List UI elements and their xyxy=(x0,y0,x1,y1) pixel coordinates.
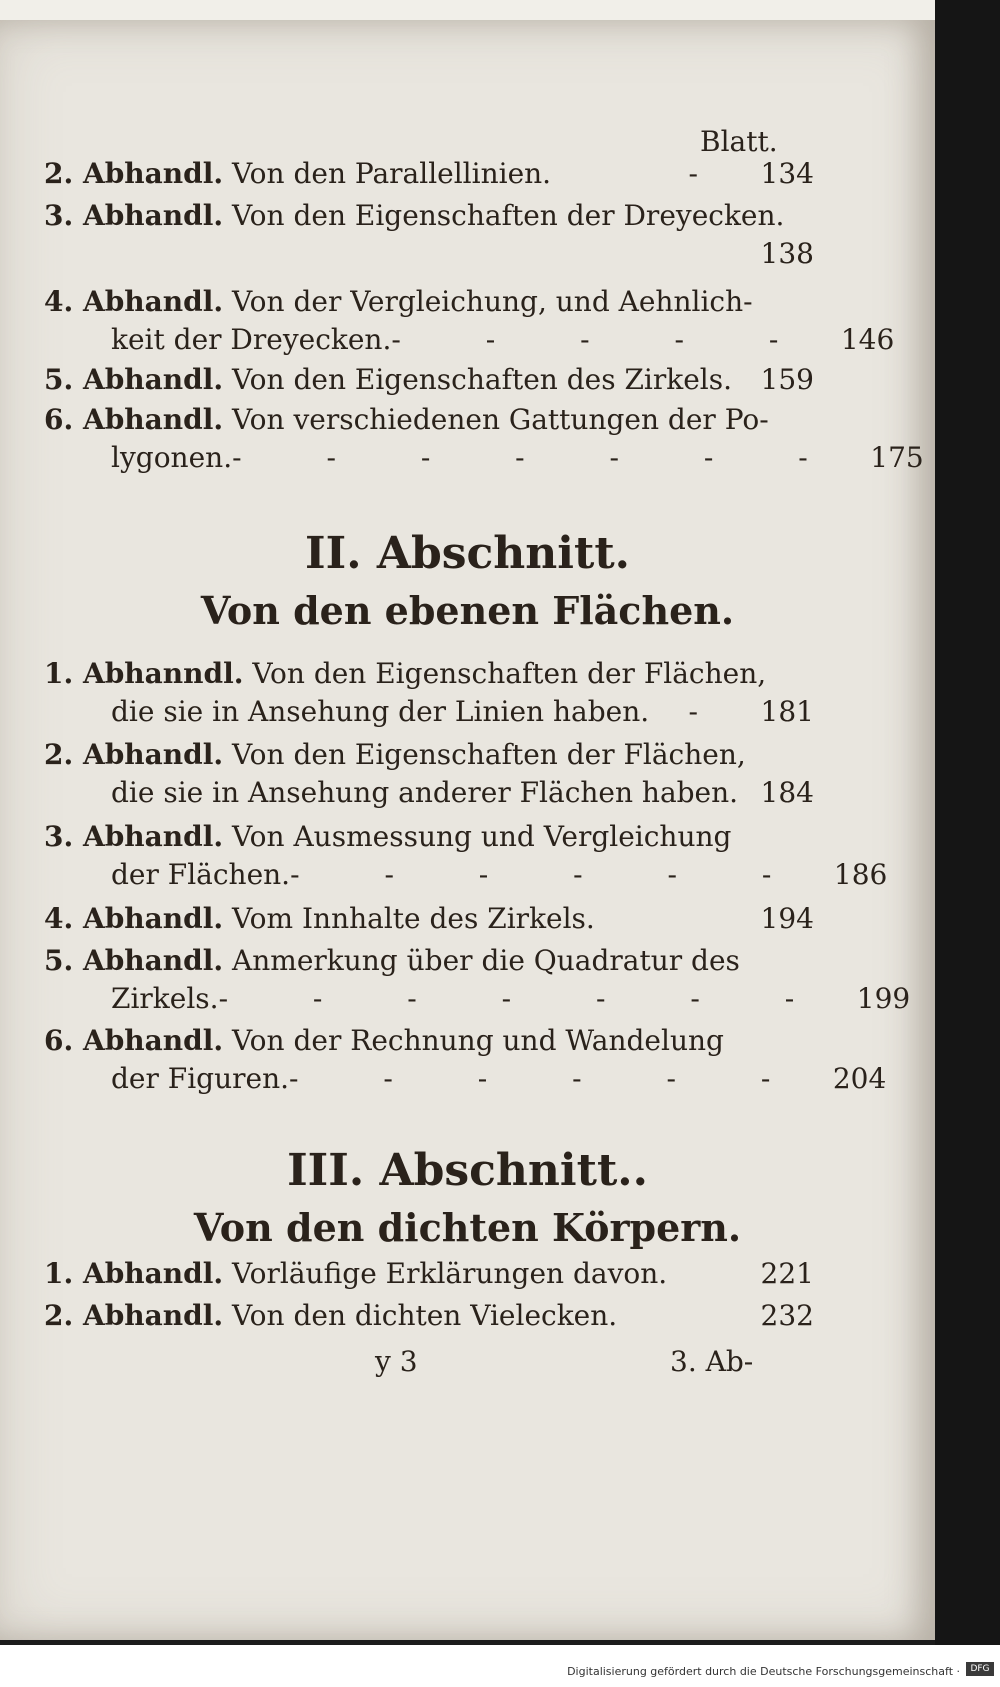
toc-entry: 6. Abhandl. Von verschiedenen Gattungen der Po- lygonen. - - - - - - - 175 xyxy=(44,403,924,474)
dfg-logo: DFG xyxy=(966,1662,994,1676)
toc-entry: 2. Abhandl. Von den Parallellinien. - 134 xyxy=(44,157,814,190)
section-subheading: Von den dichten Körpern. xyxy=(193,1205,742,1250)
toc-entry: 1. Abhandl. Vorläufige Erklärungen davon. 221 xyxy=(44,1257,814,1290)
footer-credit: Digitalisierung gefördert durch die Deutsche Forschungsgemeinschaft · xyxy=(567,1665,960,1678)
toc-entry: 2. Abhandl. Von den dichten Vielecken. 232 xyxy=(44,1299,814,1332)
signature-mark: y 3 xyxy=(375,1345,418,1378)
toc-entry: 6. Abhandl. Von der Rechnung und Wandelung der Figuren. - - - - - - 204 xyxy=(44,1024,887,1095)
toc-entry: 4. Abhandl. Vom Innhalte des Zirkels. 194 xyxy=(44,902,814,935)
toc-entry: 3. Abhandl. Von den Eigenschaften der Dreyecken. 138 xyxy=(44,199,814,270)
section-heading: III. Abschnitt.. xyxy=(287,1145,648,1196)
toc-entry: 2. Abhandl. Von den Eigenschaften der Flächen, die sie in Ansehung anderer Flächen haben. 184 xyxy=(44,738,814,809)
catchword: 3. Ab- xyxy=(670,1345,754,1378)
section-heading: II. Abschnitt. xyxy=(305,528,630,579)
toc-entry: 4. Abhandl. Von der Vergleichung, und Aehnlich- keit der Dreyecken. - - - - - 146 xyxy=(44,285,895,356)
toc-entry: 5. Abhandl. Von den Eigenschaften des Zirkels. 159 xyxy=(44,363,814,396)
blatt-label: Blatt. xyxy=(700,125,778,158)
toc-entry: 3. Abhandl. Von Ausmessung und Vergleichung der Flächen. - - - - - - 186 xyxy=(44,820,888,891)
page-top-edge xyxy=(0,0,1000,22)
toc-entry: 5. Abhandl. Anmerkung über die Quadratur des Zirkels. - - - - - - - 199 xyxy=(44,944,911,1015)
scan-background xyxy=(935,0,1000,1645)
toc-entry: 1. Abhanndl. Von den Eigenschaften der Flächen, die sie in Ansehung der Linien haben. - 181 xyxy=(44,657,814,728)
section-subheading: Von den ebenen Flächen. xyxy=(200,588,735,633)
